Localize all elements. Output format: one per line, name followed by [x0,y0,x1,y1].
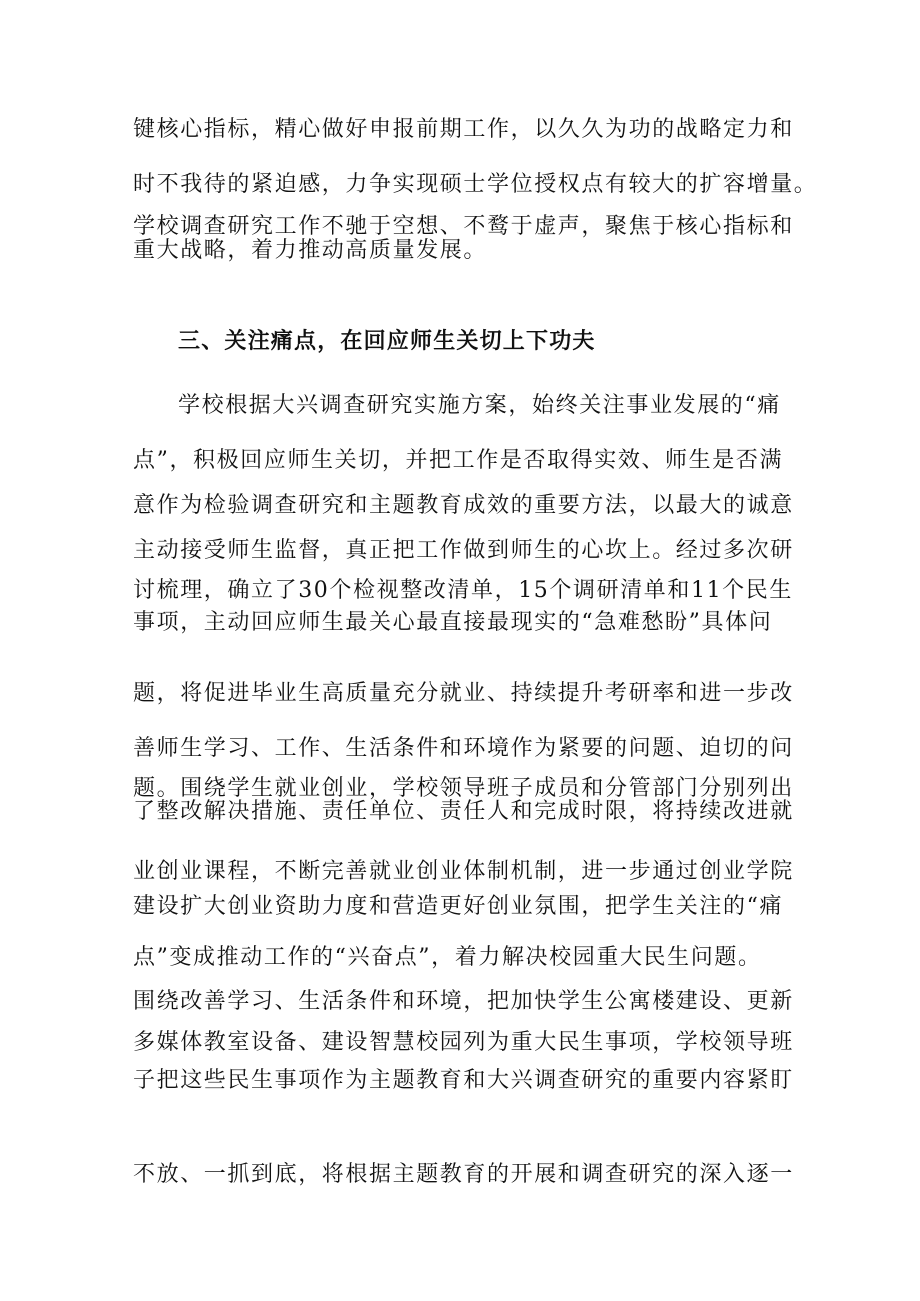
body-line: 事项，主动回应师生最关心最直接最现实的“急难愁盼”具体问 [133,610,773,635]
body-line: 业创业课程，不断完善就业创业体制机制，进一步通过创业学院 [133,859,794,884]
body-line: 主动接受师生监督，真正把工作做到师生的心坎上。经过多次研 [133,538,794,563]
body-line: 不放、一抓到底，将根据主题教育的开展和调查研究的深入逐一 [133,1162,794,1187]
body-line: 讨梳理，确立了30个检视整改清单，15个调研清单和11个民生 [133,578,793,603]
body-line: 建设扩大创业资助力度和营造更好创业氛围，把学生关注的“痛 [133,894,784,919]
body-line: 题。围绕学生就业创业，学校领导班子成员和分管部门分别列出 [133,776,794,801]
body-line: 多媒体教室设备、建设智慧校园列为重大民生事项，学校领导班 [133,1030,794,1055]
intro-line: 键核心指标，精心做好申报前期工作，以久久为功的战略定力和 [133,117,794,142]
section-heading: 三、关注痛点，在回应师生关切上下功夫 [178,329,596,354]
body-line: 学校根据大兴调查研究实施方案，始终关注事业发展的“痛 [178,393,781,418]
body-line: 题，将促进毕业生高质量充分就业、持续提升考研率和进一步改 [133,681,794,706]
body-line: 善师生学习、工作、生活条件和环境作为紧要的问题、迫切的问 [133,736,794,761]
intro-line: 学校调查研究工作不驰于空想、不鹜于虚声，聚焦于核心指标和 [133,214,794,239]
body-line: 子把这些民生事项作为主题教育和大兴调查研究的重要内容紧盯 [133,1068,794,1093]
body-line: 围绕改善学习、生活条件和环境，把加快学生公寓楼建设、更新 [133,989,794,1014]
body-line: 了整改解决措施、责任单位、责任人和完成时限，将持续改进就 [133,799,794,824]
body-line: 意作为检验调查研究和主题教育成效的重要方法，以最大的诚意 [133,493,794,518]
intro-line: 时不我待的紧迫感，力争实现硕士学位授权点有较大的扩容增量。 [133,172,818,197]
body-line: 点”，积极回应师生关切，并把工作是否取得实效、师生是否满 [133,448,784,473]
body-line: 点”变成推动工作的“兴奋点”，着力解决校园重大民生问题。 [133,945,762,970]
intro-line: 重大战略，着力推动高质量发展。 [133,238,488,263]
